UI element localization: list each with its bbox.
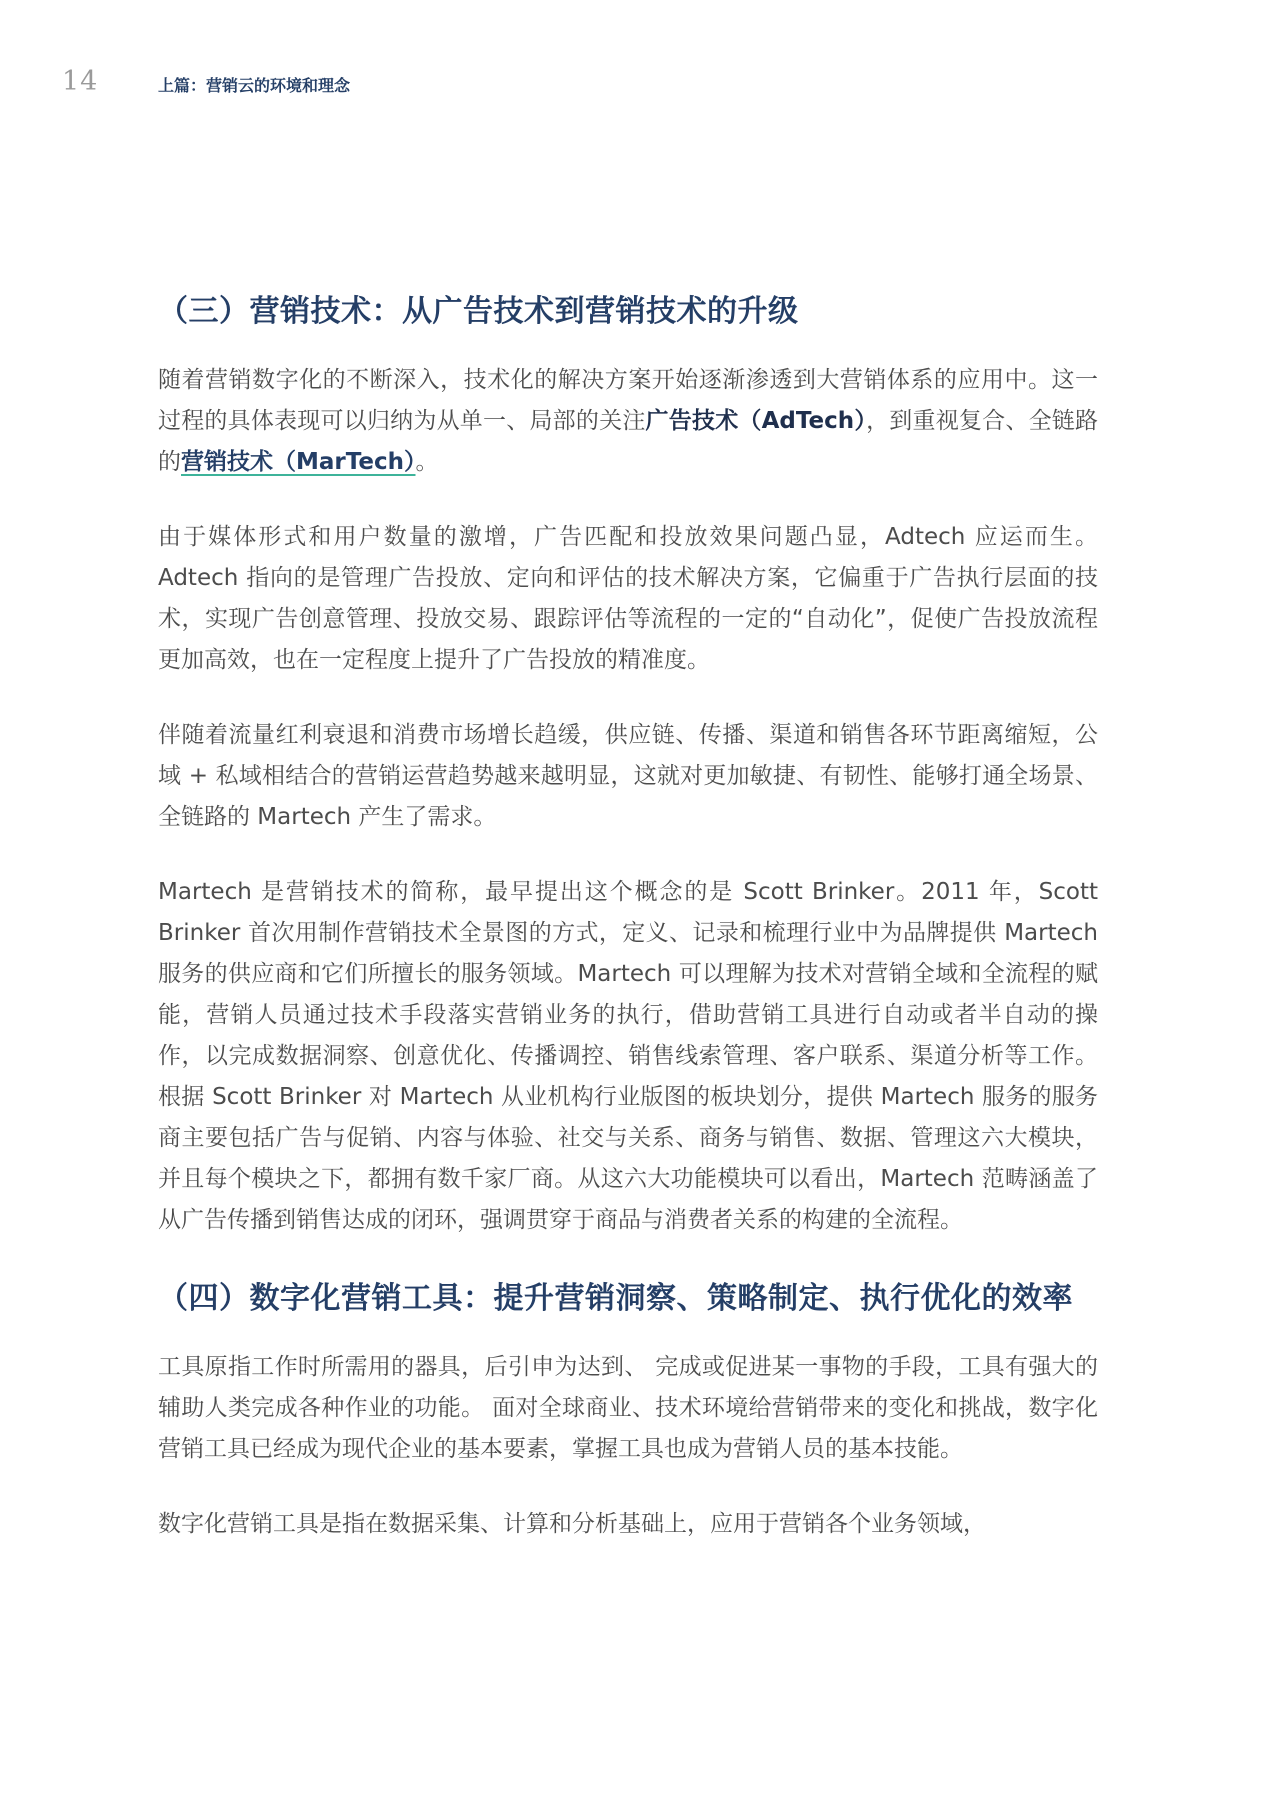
section-heading-digital-tools: （四）数字化营销工具：提升营销洞察、策略制定、执行优化的效率 [158,1281,1073,1316]
document-body [158,290,1098,1545]
paragraph-adtech-definition: 由于媒体形式和用户数量的激增，广告匹配和投放效果问题凸显，Adtech 应运而生。Adtech 指向的是管理广告投放、定向和评估的技术解决方案，它偏重于广告执行层面的技术，实现广告创意管理、投放交易、跟踪评估等流程的一定的“自动化”，促使广告投放流程更加高效，也在一定程度上提升了广告投放的精准度。 [158,524,1098,673]
paragraph-martech-demand: 伴随着流量红利衰退和消费市场增长趋缓，供应链、传播、渠道和销售各环节距离缩短，公域 + 私域相结合的营销运营趋势越来越明显，这就对更加敏捷、有韧性、能够打通全场景、全链路的 Martech 产生了需求。 [158,722,1098,830]
running-header-title: 上篇：营销云的环境和理念 [158,76,351,95]
paragraph-adtech-to-martech [158,360,1098,483]
page-number: 14 [62,66,99,97]
paragraph-text: 。 [415,449,439,475]
term-martech-link[interactable]: 营销技术（MarTech） [181,449,416,475]
paragraph-martech-definition: Martech 是营销技术的简称，最早提出这个概念的是 Scott Brinker。2011 年，Scott Brinker 首次用制作营销技术全景图的方式，定义、记录和梳理行业中为品牌提供 Martech 服务的供应商和它们所擅长的服务领域。Martech 可以理解为技术对营销全域和全流程的赋能，营销人员通过技术手段落实营销业务的执行，借助营销工具进行自动或者半自动的操作，以完成数据洞察、创意优化、传播调控、销售线索管理、客户联系、渠道分析等工作。根据 Scott Brinker 对 Martech 从业机构行业版图的板块划分，提供 Martech 服务的服务商主要包括广告与促销、内容与体验、社交与关系、商务与销售、数据、管理这六大模块，并且每个模块之下，都拥有数千家厂商。从这六大功能模块可以看出，Martech 范畴涵盖了从广告传播到销售达成的闭环，强调贯穿于商品与消费者关系的构建的全流程。 [158,879,1098,1233]
paragraph-text: ，到重视复合、全链路的 [158,408,1099,475]
paragraph-tools-intro: 工具原指工作时所需用的器具，后引申为达到、 完成或促进某一事物的手段，工具有强大的辅助人类完成各种作业的功能。 面对全球商业、技术环境给营销带来的变化和挑战，数字化营销工具已经成为现代企业的基本要素，掌握工具也成为营销人员的基本技能。 [158,1354,1098,1462]
term-adtech: 广告技术（AdTech） [645,408,867,434]
paragraph-text: 随着营销数字化的不断深入，技术化的解决方案开始逐渐渗透到大营销体系的应用中。这一过程的具体表现可以归纳为从单一、局部的关注 [158,367,1098,434]
section-heading-martech-upgrade: （三）营销技术：从广告技术到营销技术的升级 [158,294,799,329]
paragraph-tools-definition: 数字化营销工具是指在数据采集、计算和分析基础上，应用于营销各个业务领域， [158,1511,986,1537]
